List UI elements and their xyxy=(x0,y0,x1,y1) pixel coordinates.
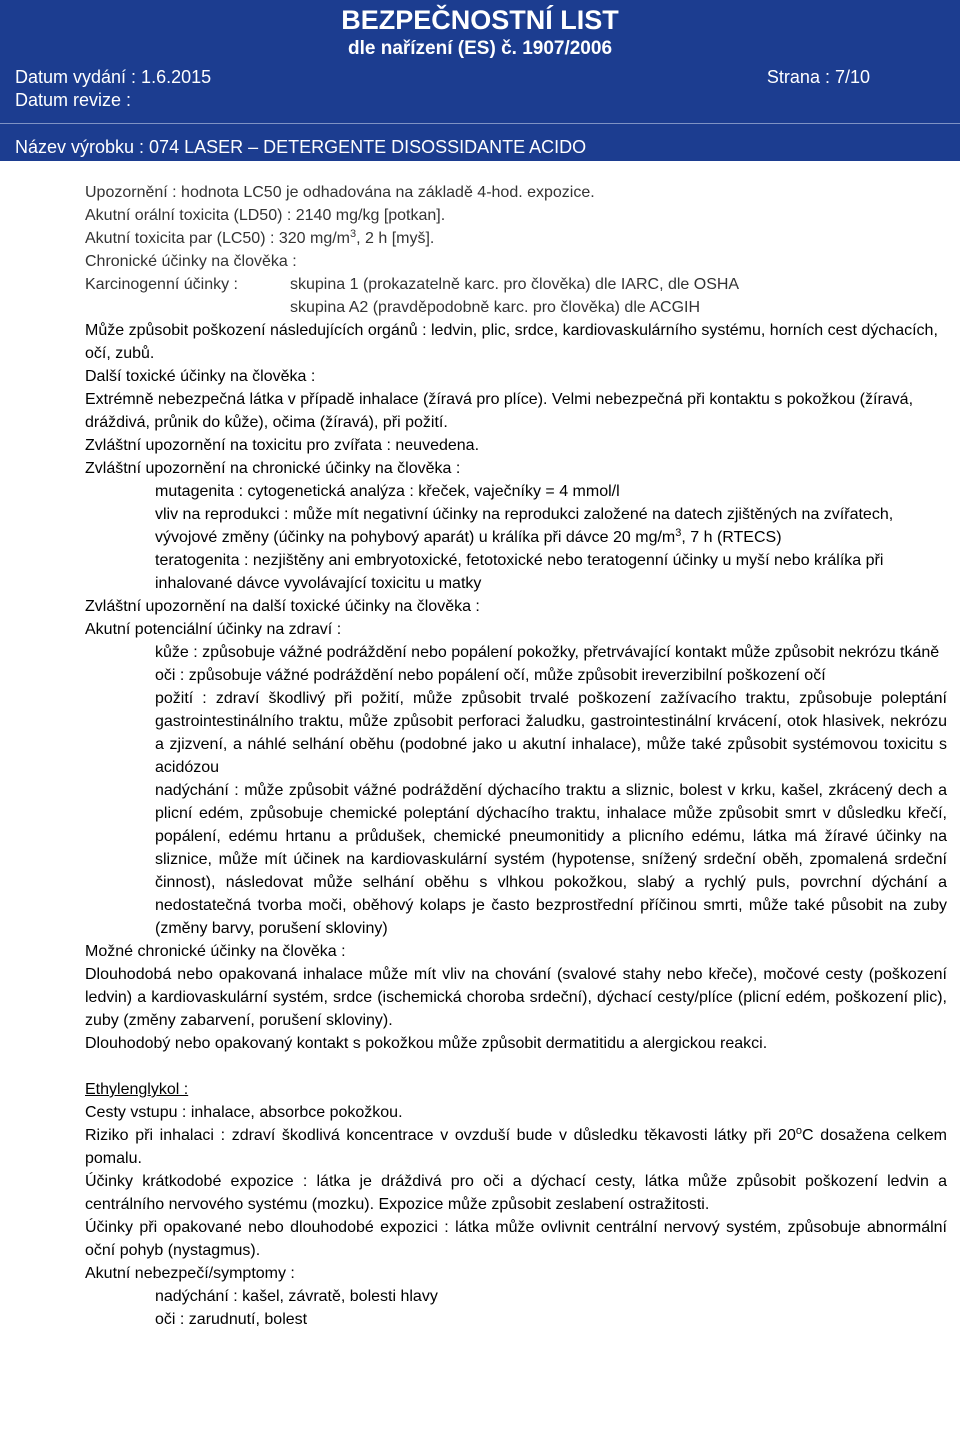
ethylene-glycol-heading: Ethylenglykol : xyxy=(85,1081,189,1098)
chronic-effects-heading: Chronické účinky na člověka : xyxy=(85,253,297,270)
carcinogenic-group-a2: skupina A2 (pravděpodobně karc. pro člověka) dle ACGIH xyxy=(290,299,701,316)
other-special-heading: Zvláštní upozornění na další toxické účinky na člověka : xyxy=(85,598,480,615)
acute-potential-heading: Akutní potenciální účinky na zdraví : xyxy=(85,621,342,638)
reproduction-effect: vliv na reprodukci : může mít negativní účinky na reprodukci založené na datech zjištěných na zvířatech, vývojové změny (účinky na pohybový aparát) u králíka při dávce 20 $mg/m^3$, 7 h (RTECS) xyxy=(155,506,894,546)
issue-date: Datum vydání : 1.6.2015 xyxy=(15,67,212,87)
possible-chronic-heading: Možné chronické účinky na člověka : xyxy=(85,943,346,960)
regulation-subtitle: dle nařízení (ES) č. 1907/2006 xyxy=(347,38,613,59)
chronic-special-heading: Zvláštní upozornění na chronické účinky na člověka : xyxy=(85,460,461,477)
routes-of-entry: Cesty vstupu : inhalace, absorbce pokožkou. xyxy=(85,1104,403,1121)
long-term-inhalation: Dlouhodobá nebo opakovaná inhalace může mít vliv na chování (svalové stahy nebo křeče), močové cesty (poškození ledvin) a kardiovaskulární systém, srdce (ischemická choroba srdeční), dýchací cesty/plíce (plicní edém, poškození plic), zuby (změny zabarvení, porušení skloviny). xyxy=(85,966,947,1029)
teratogenicity: teratogenita : nezjištěny ani embryotoxické, fetotoxické nebo teratogenní účinky u myší nebo králíka při inhalované dávce vyvolávající toxicitu u matky xyxy=(155,552,884,592)
vapour-toxicity: Akutní toxicita par (LC50) : 320 $mg/m^3$, 2 h [myš]. xyxy=(85,228,435,247)
eye-effect: oči : způsobuje vážné podráždění nebo popálení očí, může způsobit ireverzibilní poškození očí xyxy=(155,667,826,684)
extreme-hazard: Extrémně nebezpečná látka v případě inhalace (žíravá pro plíce). Velmi nebezpečná při kontaktu s pokožkou (žíravá, dráždivá, průnik do kůže), očima (žíravá), při požití. xyxy=(85,391,914,431)
repeated-exposure: Účinky při opakované nebo dlouhodobé expozici : látka může ovlivnit centrální nervový systém, způsobuje abnormální oční pohyb (nystagmus). xyxy=(85,1219,947,1259)
oral-toxicity: Akutní orální toxicita (LD50) : 2140 mg/kg [potkan]. xyxy=(85,207,446,224)
lc50-note: Upozornění : hodnota LC50 je odhadována na základě 4-hod. expozice. xyxy=(85,184,595,201)
document-title: BEZPEČNOSTNÍ LIST xyxy=(341,5,619,35)
revision-date: Datum revize : xyxy=(15,90,132,110)
inhalation-risk: Riziko při inhalaci : zdraví škodlivá koncentrace v ovzduší bude v důsledku těkavosti látky při 20$^o$C dosažena celkem pomalu. xyxy=(85,1125,947,1167)
short-term-exposure: Účinky krátkodobé expozice : látka je dráždivá pro oči a dýchací cesty, látka může způsobit poškození ledvin a centrálního nervového systému (mozku). Expozice může způsobit zeslabení ostražitosti. xyxy=(85,1173,947,1213)
inhalation-effect: nadýchání : může způsobit vážné podráždění dýchacího traktu a sliznic, bolest v krku, kašel, zkrácený dech a plicní edém, způsobuje chemické poleptání dýchacího traktu, inhalace může způsobit smrt v důsledku křečí, popálení, edému hrtanu a průdušek, chemické pneumonitidy a plicního edému, látka má žíravé účinky na sliznice, může mít účinek na kardiovaskulární systém (hypotense, snížený srdeční oběh, zpomalená srdeční činnost), následovat může selhání oběhu s vlhkou pokožkou, slabý a rychlý puls, povrchní dýchání a nedostatečná tvorba moči, oběhový kolaps je často bezprostřední příčinou smrti, může také působit na zuby (změny barvy, porušení skloviny) xyxy=(155,782,947,937)
document-body xyxy=(85,181,947,1331)
header-divider xyxy=(0,123,960,124)
acute-hazard-heading: Akutní nebezpečí/symptomy : xyxy=(85,1265,295,1282)
symptom-eyes: oči : zarudnutí, bolest xyxy=(155,1311,308,1328)
mutagenicity: mutagenita : cytogenetická analýza : křeček, vaječníky = 4 mmol/l xyxy=(155,483,620,500)
product-name: Název výrobku : 074 LASER – DETERGENTE DISOSSIDANTE ACIDO xyxy=(15,137,587,157)
skin-effect: kůže : způsobuje vážné podráždění nebo popálení pokožky, přetrvávající kontakt může způsobit nekrózu tkáně xyxy=(155,644,940,661)
long-term-skin-contact: Dlouhodobý nebo opakovaný kontakt s pokožkou může způsobit dermatitidu a alergickou reakci. xyxy=(85,1035,768,1052)
document-header xyxy=(0,0,960,161)
animal-toxicity: Zvláštní upozornění na toxicitu pro zvířata : neuvedena. xyxy=(85,437,480,454)
carcinogenic-label: Karcinogenní účinky : xyxy=(85,276,238,293)
page-number: Strana : 7/10 xyxy=(766,67,870,87)
organ-damage: Může způsobit poškození následujících orgánů : ledvin, plic, srdce, kardiovaskulárního systému, horních cest dýchacích, očí, zubů. xyxy=(85,322,938,362)
symptom-inhalation: nadýchání : kašel, závratě, bolesti hlavy xyxy=(155,1288,438,1305)
other-toxic-heading: Další toxické účinky na člověka : xyxy=(85,368,316,385)
carcinogenic-group-1: skupina 1 (prokazatelně karc. pro člověka) dle IARC, dle OSHA xyxy=(290,276,740,293)
carcinogenic-effects xyxy=(85,273,947,319)
ingestion-effect: požití : zdraví škodlivý při požití, může způsobit trvalé poškození zažívacího traktu, způsobuje poleptání gastrointestinálního traktu, může způsobit perforaci žaludku, gastrointestinální krvácení, otok hlasivek, nekrózu a zjizvení, a náhlé selhání oběhu (podobné jako u akutní inhalace), může také způsobit systémovou toxicitu s acidózou xyxy=(155,690,947,776)
